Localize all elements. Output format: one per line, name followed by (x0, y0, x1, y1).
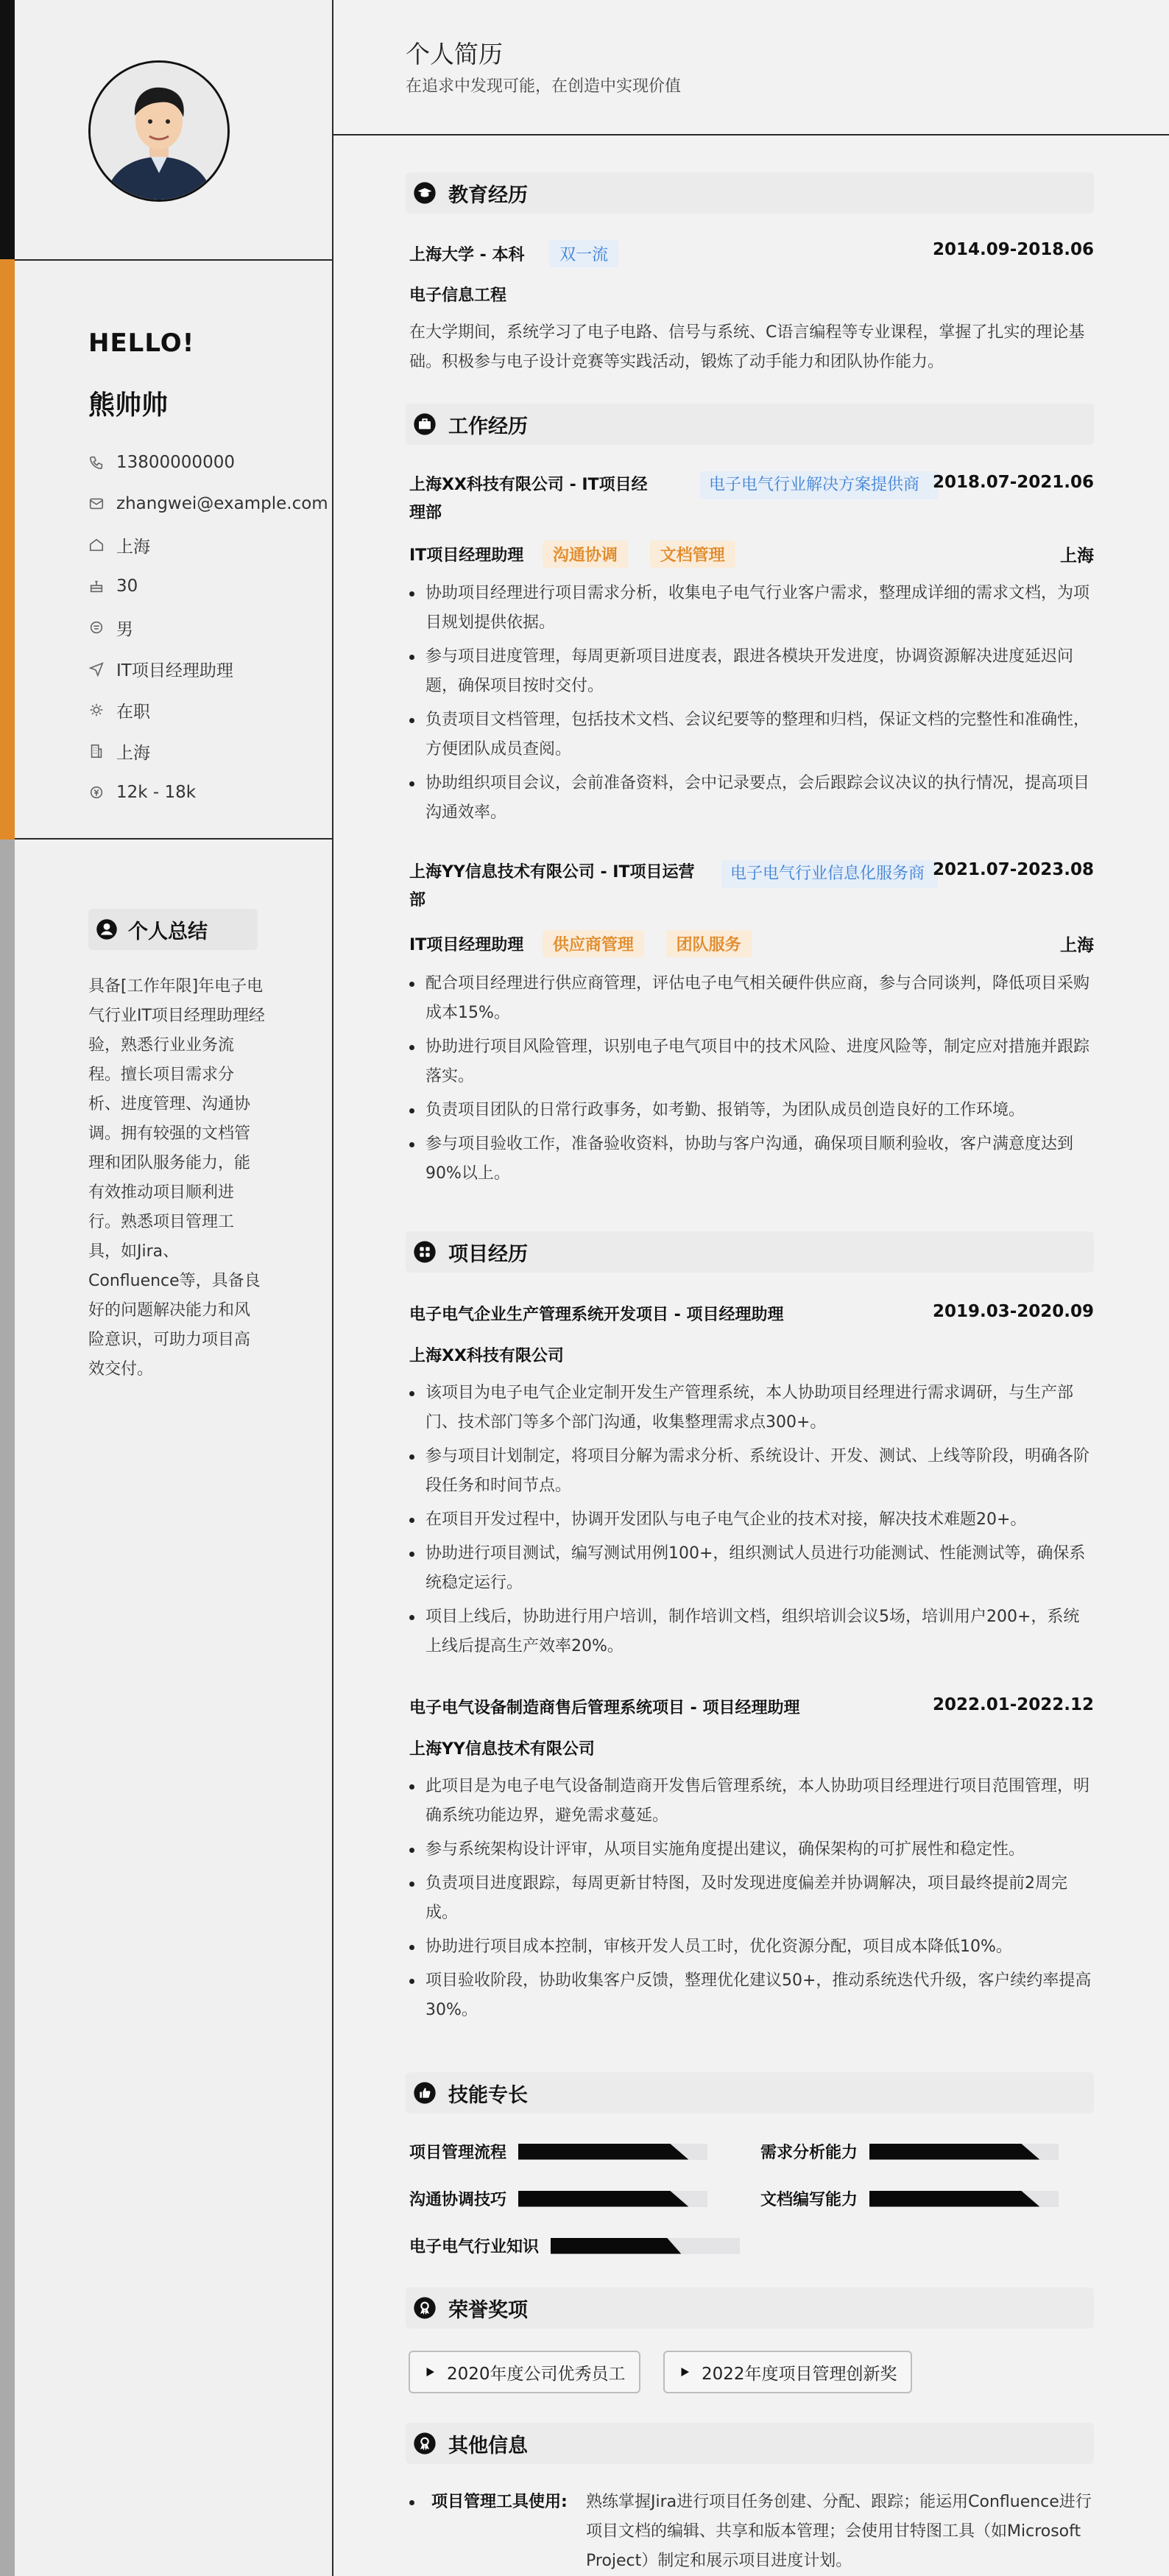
cake-icon (88, 578, 105, 594)
list-item: 项目验收阶段，协助收集客户反馈，整理优化建议50+，推动系统迭代升级，客户续约率提高30%。 (409, 1966, 1094, 2025)
skill-level-fill (551, 2238, 681, 2254)
project-2-date: 2022.01-2022.12 (932, 1695, 1094, 1714)
person-name: 熊帅帅 (88, 390, 169, 420)
section-skills (406, 2072, 1094, 2114)
list-item: 参与系统架构设计评审，从项目实施角度提出建议，确保架构的可扩展性和稳定性。 (409, 1835, 1094, 1865)
skill-item (409, 2234, 740, 2257)
skill-name: 项目管理流程 (409, 2144, 507, 2162)
play-icon (678, 2365, 691, 2379)
sidebar-stripe-orange (0, 259, 15, 840)
contact-email (88, 483, 328, 524)
list-item: 参与项目验收工作，准备验收资料，协助与客户沟通，确保项目顺利验收，客户满意度达到90%以上。 (409, 1130, 1094, 1189)
award-label: 2022年度项目管理创新奖 (702, 2364, 897, 2384)
job-2-tag: 电子电气行业信息化服务商 (721, 860, 938, 888)
project-1-bullets (409, 1379, 1094, 1666)
sidebar (0, 0, 333, 2576)
contact-email-value: zhangwei@example.com (116, 494, 328, 513)
info-icon (413, 2432, 437, 2455)
page-title: 个人简历 (406, 40, 503, 68)
projects-title: 项目经历 (448, 1242, 528, 1266)
project-1-name: 电子电气企业生产管理系统开发项目 - 项目经理助理 (409, 1306, 784, 1324)
project-1-company: 上海XX科技有限公司 (409, 1347, 564, 1365)
sidebar-divider (15, 259, 333, 261)
contact-city (88, 731, 328, 772)
education-tag: 双一流 (549, 240, 618, 267)
skill-name: 文档编写能力 (760, 2191, 858, 2209)
avatar (88, 60, 230, 202)
skill-level-fill (869, 2191, 1039, 2207)
award-icon (413, 2296, 437, 2320)
skill-level-bar (869, 2144, 1059, 2160)
grid-icon (413, 1240, 437, 1264)
contact-age-value: 30 (116, 577, 138, 596)
section-other (406, 2423, 1094, 2464)
other-label (409, 2488, 586, 2576)
skill-level-fill (869, 2144, 1039, 2160)
contact-status-value: 在职 (116, 702, 150, 722)
list-item: 配合项目经理进行供应商管理，评估电子电气相关硬件供应商，参与合同谈判，降低项目采购成本15%。 (409, 969, 1094, 1028)
contact-location (88, 524, 328, 566)
list-item: 协助进行项目风险管理，识别电子电气项目中的技术风险、进度风险等，制定应对措施并跟踪落实。 (409, 1032, 1094, 1091)
job-2-role-row (409, 930, 1094, 957)
award-label: 2020年度公司优秀员工 (447, 2364, 626, 2384)
section-work (406, 404, 1094, 445)
education-school: 上海大学 - 本科 (409, 246, 525, 264)
contact-salary-value: 12k - 18k (116, 783, 197, 802)
briefcase-icon (413, 412, 437, 436)
list-item: 负责项目进度跟踪，每周更新甘特图，及时发现进度偏差并协调解决，项目最终提前2周完成。 (409, 1869, 1094, 1928)
skill-level-bar (518, 2191, 707, 2207)
summary-title: 个人总结 (128, 920, 208, 943)
education-description: 在大学期间，系统学习了电子电路、信号与系统、C语言编程等专业课程，掌握了扎实的理论基础。积极参与电子设计竞赛等实践活动，锻炼了动手能力和团队协作能力。 (409, 323, 1085, 371)
header-divider (333, 134, 1169, 136)
skill-name: 沟通协调技巧 (409, 2191, 507, 2209)
skill-item (409, 2140, 707, 2163)
skill-item (760, 2187, 1059, 2210)
contact-status (88, 689, 328, 731)
list-item: 参与项目进度管理，每周更新项目进度表，跟进各模块开发进度，协调资源解决进度延迟问题，确保项目按时交付。 (409, 642, 1094, 701)
list-item: 协助组织项目会议，会前准备资料，会中记录要点，会后跟踪会议决议的执行情况，提高项目沟通效率。 (409, 769, 1094, 828)
contact-position-value: IT项目经理助理 (116, 661, 233, 680)
summary-heading (88, 909, 258, 950)
job-1-role: IT项目经理助理 (409, 546, 524, 565)
list-item: 参与项目计划制定，将项目分解为需求分析、系统设计、开发、测试、上线等阶段，明确各阶段任务和时间节点。 (409, 1442, 1094, 1501)
contact-gender-value: 男 (116, 619, 133, 639)
contact-salary (88, 772, 328, 813)
contact-phone-value: 13800000000 (116, 453, 235, 472)
send-icon (88, 661, 105, 677)
skill-level-bar (518, 2144, 707, 2160)
phone-icon (88, 454, 105, 471)
building-icon (88, 743, 105, 759)
other-text: 熟练掌握Jira进行项目任务创建、分配、跟踪；能运用Confluence进行项目文档的编辑、共享和版本管理；会使用甘特图工具（如Microsoft Project）制定和展示项目进度计划。 (586, 2493, 1092, 2570)
job-2-company: 上海YY信息技术有限公司 - IT项目运营部 (409, 863, 695, 909)
job-1-skill-tag: 文档管理 (650, 541, 735, 568)
skill-name: 电子电气行业知识 (409, 2238, 540, 2256)
salary-icon (88, 784, 105, 800)
bullet-dot (409, 2500, 414, 2505)
summary-text: 具备[工作年限]年电子电气行业IT项目经理助理经验，熟悉行业业务流程。擅长项目需求分析、进度管理、沟通协调。拥有较强的文档管理和团队服务能力，能有效推动项目顺利进行。熟悉项目管理工具，如Jira、Confluence等，具备良好的问题解决能力和风险意识，可助力项目高效交付。 (88, 977, 265, 1379)
job-1-company: 上海XX科技有限公司 - IT项目经理部 (409, 476, 648, 522)
list-item: 在项目开发过程中，协调开发团队与电子电气企业的技术对接，解决技术难题20+。 (409, 1505, 1094, 1535)
job-2-skill-tag: 供应商管理 (543, 930, 644, 957)
list-item: 该项目为电子电气企业定制开发生产管理系统，本人协助项目经理进行需求调研，与生产部门、技术部门等多个部门沟通，收集整理需求点300+。 (409, 1379, 1094, 1437)
section-awards (406, 2287, 1094, 2329)
skill-level-bar (551, 2238, 740, 2254)
list-item: 协助进行项目测试，编写测试用例100+，组织测试人员进行功能测试、性能测试等，确保系统稳定运行。 (409, 1539, 1094, 1598)
user-icon (96, 918, 118, 940)
skill-name: 需求分析能力 (760, 2144, 858, 2162)
mail-icon (88, 496, 105, 512)
job-2-role: IT项目经理助理 (409, 936, 524, 954)
skill-level-fill (518, 2191, 688, 2207)
other-label-text: 项目管理工具使用: (431, 2493, 568, 2511)
project-2-company: 上海YY信息技术有限公司 (409, 1740, 595, 1759)
skills-title: 技能专长 (448, 2083, 528, 2107)
section-education (406, 172, 1094, 214)
work-title: 工作经历 (448, 415, 528, 438)
project-2-name: 电子电气设备制造商售后管理系统项目 - 项目经理助理 (409, 1699, 800, 1717)
skill-level-bar (869, 2191, 1059, 2207)
skill-level-fill (518, 2144, 688, 2160)
sidebar-stripe-gray (0, 840, 15, 2576)
award-item (409, 2351, 640, 2393)
list-item: 协助进行项目成本控制，审核开发人员工时，优化资源分配，项目成本降低10%。 (409, 1932, 1094, 1962)
education-title: 教育经历 (448, 183, 528, 207)
contact-location-value: 上海 (116, 537, 150, 557)
contact-gender (88, 607, 328, 648)
education-major: 电子信息工程 (409, 286, 507, 305)
job-1-tag: 电子电气行业解决方案提供商 (700, 471, 939, 499)
hello-text: HELLO! (88, 328, 195, 358)
contact-list (88, 442, 328, 813)
section-projects (406, 1231, 1094, 1273)
contact-phone (88, 442, 328, 483)
job-1-skill-tag: 沟通协调 (543, 541, 628, 568)
status-icon (88, 702, 105, 718)
page-subtitle: 在追求中发现可能，在创造中实现价值 (406, 77, 682, 96)
graduation-cap-icon (413, 181, 437, 205)
sidebar-stripe-black (0, 0, 15, 259)
job-1-bullets (409, 579, 1094, 832)
main-content (333, 0, 1169, 2576)
list-item: 协助项目经理进行项目需求分析，收集电子电气行业客户需求，整理成详细的需求文档，为项目规划提供依据。 (409, 579, 1094, 638)
list-item: 负责项目文档管理，包括技术文档、会议纪要等的整理和归档，保证文档的完整性和准确性，方便团队成员查阅。 (409, 705, 1094, 764)
contact-city-value: 上海 (116, 743, 150, 763)
sidebar-divider-2 (15, 838, 333, 840)
other-title: 其他信息 (448, 2434, 528, 2457)
list-item: 负责项目团队的日常行政事务，如考勤、报销等，为团队成员创造良好的工作环境。 (409, 1096, 1094, 1125)
job-1-city: 上海 (1060, 546, 1094, 566)
job-2-date: 2021.07-2023.08 (932, 860, 1094, 879)
list-item: 此项目是为电子电气设备制造商开发售后管理系统，本人协助项目经理进行项目范围管理，明确系统功能边界，避免需求蔓延。 (409, 1772, 1094, 1831)
play-icon (423, 2365, 437, 2379)
job-1-role-row (409, 541, 1094, 568)
project-2-bullets (409, 1772, 1094, 2030)
contact-position (88, 648, 328, 689)
thumbs-up-icon (413, 2081, 437, 2105)
skill-item (409, 2187, 707, 2210)
job-2-skill-tag: 团队服务 (666, 930, 752, 957)
education-date: 2014.09-2018.06 (932, 240, 1094, 259)
contact-age (88, 566, 328, 607)
awards-title: 荣誉奖项 (448, 2298, 528, 2322)
project-1-date: 2019.03-2020.09 (932, 1302, 1094, 1321)
skill-item (760, 2140, 1059, 2163)
job-2-bullets (409, 969, 1094, 1193)
job-1-date: 2018.07-2021.06 (932, 473, 1094, 492)
list-item: 项目上线后，协助进行用户培训，制作培训文档，组织培训会议5场，培训用户200+，系统上线后提高生产效率20%。 (409, 1602, 1094, 1661)
home-icon (88, 537, 105, 553)
gender-icon (88, 619, 105, 636)
award-item (663, 2351, 912, 2393)
job-2-city: 上海 (1060, 936, 1094, 955)
other-info-item (409, 2488, 1094, 2576)
